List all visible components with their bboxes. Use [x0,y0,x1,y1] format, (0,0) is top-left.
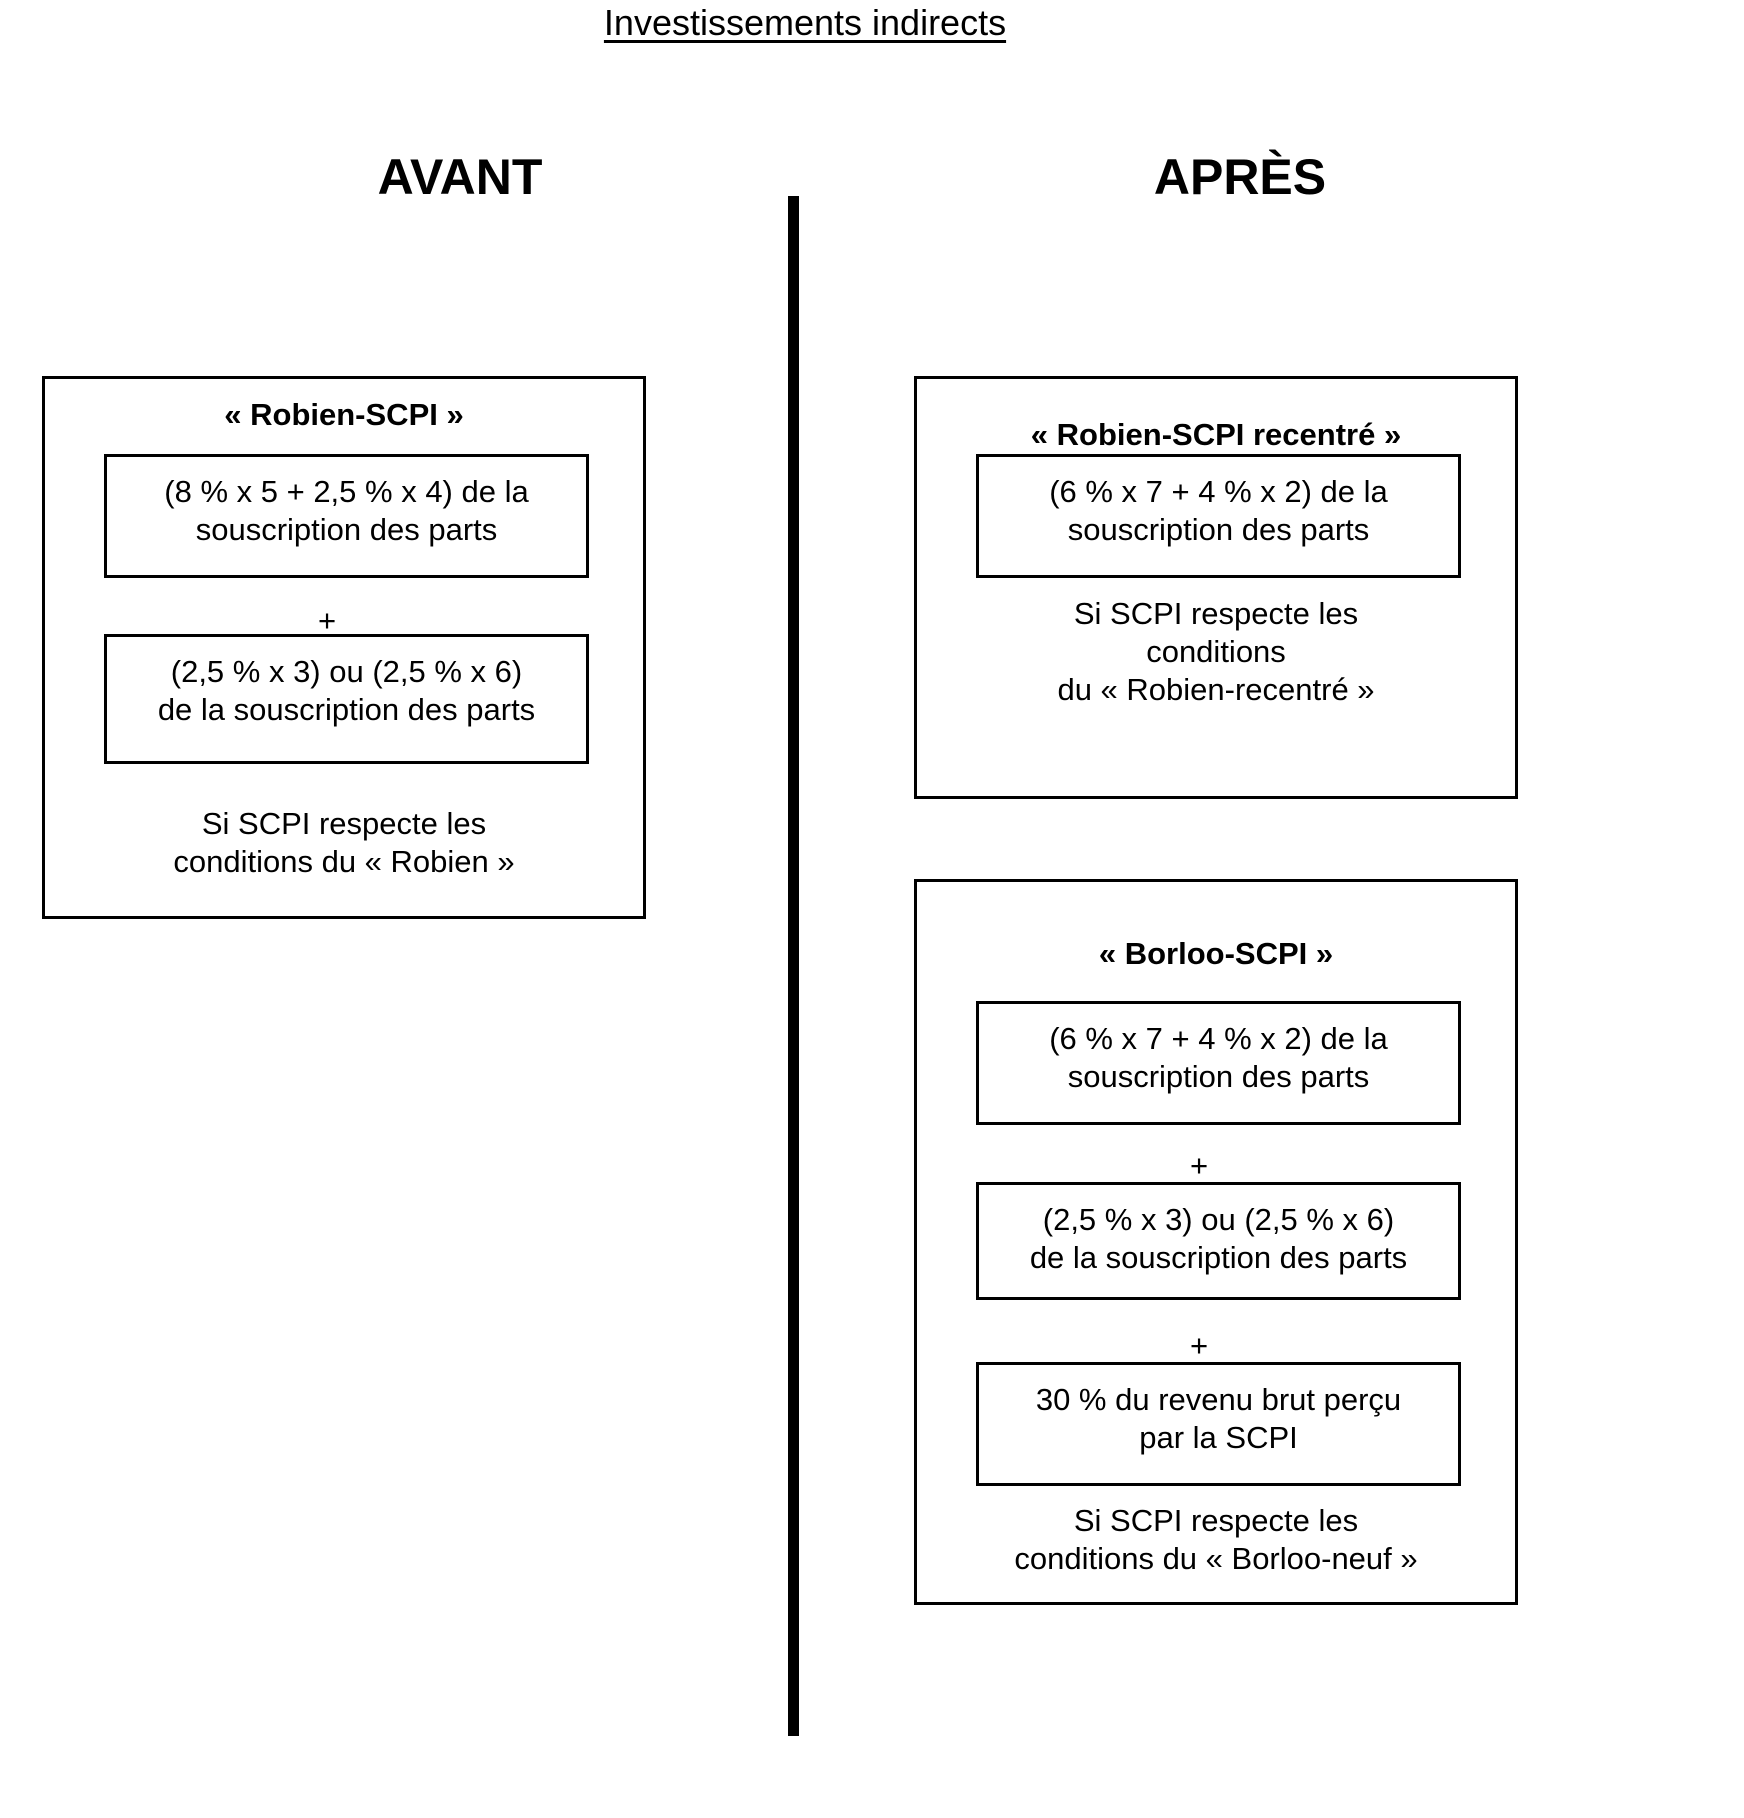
panel-title: « Robien-SCPI » [224,397,464,432]
formula-text: (2,5 % x 3) ou (2,5 % x 6) de la souscription des parts [157,654,536,727]
formula-text: (6 % x 7 + 4 % x 2) de la souscription des parts [1049,474,1388,547]
panel-title: « Robien-SCPI recentré » [1030,417,1402,452]
diagram-title: Investissements indirects [603,2,1007,43]
borloo-scpi-panel [914,879,1518,1605]
formula-text: 30 % du revenu brut perçu par la SCPI [1035,1382,1402,1455]
plus-sign: + [1189,1148,1209,1183]
formula-text: (6 % x 7 + 4 % x 2) de la souscription des parts [1049,1021,1388,1094]
condition-text: Si SCPI respecte les conditions du « Borloo-neuf » [1014,1503,1418,1576]
formula-box [976,454,1461,578]
formula-text: (8 % x 5 + 2,5 % x 4) de la souscription des parts [164,474,529,547]
column-heading-apres: APRÈS [1153,149,1327,205]
formula-box [976,1182,1461,1300]
formula-box [104,454,589,578]
robien-scpi-recentre-panel [914,376,1518,799]
plus-sign: + [1189,1328,1209,1363]
column-divider [788,196,799,1736]
plus-sign: + [317,603,337,638]
formula-box [976,1362,1461,1486]
robien-scpi-panel [42,376,646,919]
panel-title: « Borloo-SCPI » [1098,936,1334,971]
condition-text: Si SCPI respecte les conditions du « Robien » [173,806,515,879]
formula-text: (2,5 % x 3) ou (2,5 % x 6) de la souscription des parts [1029,1202,1408,1275]
formula-box [104,634,589,764]
column-heading-avant: AVANT [377,149,543,205]
condition-text: Si SCPI respecte les conditions du « Robien-recentré » [1057,596,1375,707]
formula-box [976,1001,1461,1125]
